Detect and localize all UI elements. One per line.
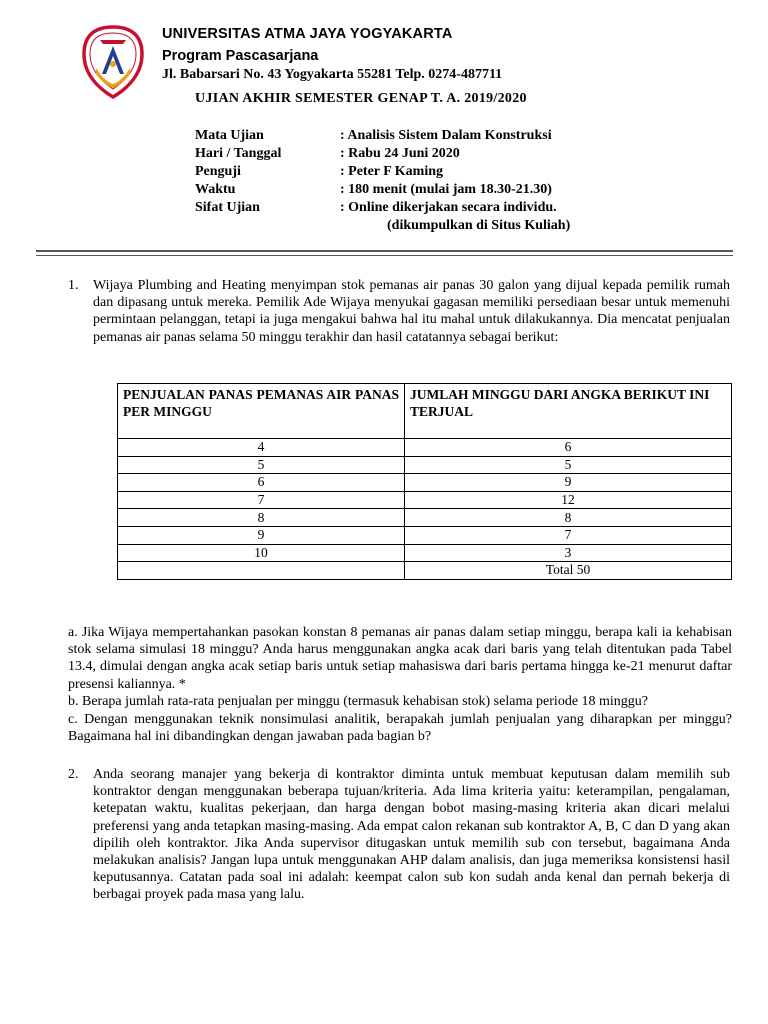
table-cell: 6 <box>405 439 732 457</box>
table-cell: 5 <box>118 456 405 474</box>
question-1a: a. Jika Wijaya mempertahankan pasokan konstan 8 pemanas air panas dalam setiap minggu, berapa kali ia kehabisan stok selama simulasi 18 minggu? Anda harus menggunakan angka acak dari baris yang telah ditentukan pada Tabel 13.4, dimulai dengan angka acak setiap baris untuk setiap mahasiswa dari baris pertama hingga ke-21 menurut daftar presensi kaliannya. * <box>68 625 732 692</box>
table-row <box>118 474 732 492</box>
header-divider-thin <box>36 255 733 256</box>
table-total-row <box>118 562 732 580</box>
university-name: UNIVERSITAS ATMA JAYA YOGYAKARTA <box>162 26 453 42</box>
program-name: Program Pascasarjana <box>162 48 319 64</box>
meta-row <box>195 199 570 217</box>
sales-table <box>117 383 732 580</box>
meta-key: Waktu <box>195 182 236 197</box>
meta-note: (dikumpulkan di Situs Kuliah) <box>387 218 571 233</box>
meta-row <box>195 145 570 163</box>
question-1b: b. Berapa jumlah rata-rata penjualan per minggu (termasuk kehabisan stok) selama periode 18 minggu? <box>68 694 649 709</box>
table-cell: 7 <box>118 491 405 509</box>
table-cell: 5 <box>405 456 732 474</box>
table-row <box>118 509 732 527</box>
table-cell: 3 <box>405 544 732 562</box>
meta-key: Sifat Ujian <box>195 200 260 215</box>
meta-value: : Online dikerjakan secara individu. <box>340 200 557 215</box>
question-number: 2. <box>68 767 79 782</box>
exam-title: UJIAN AKHIR SEMESTER GENAP T. A. 2019/2020 <box>195 91 527 106</box>
table-header-sales: PENJUALAN PANAS PEMANAS AIR PANAS PER MINGGU <box>118 384 405 439</box>
table-row <box>118 526 732 544</box>
meta-value: : 180 menit (mulai jam 18.30-21.30) <box>340 182 552 197</box>
table-cell <box>118 562 405 580</box>
meta-value: : Analisis Sistem Dalam Konstruksi <box>340 128 552 143</box>
table-cell: 6 <box>118 474 405 492</box>
question-text: Anda seorang manajer yang bekerja di kontraktor diminta untuk membuat keputusan dalam memilih sub kontraktor dengan menggunakan beberapa tujuan/kriteria. Ada lima kriteria yaitu: keterampilan, pengalaman, ketepatan waktu, kualitas pekerjaan, dan harga dengan bobot masing-masing kriteria akan dicari melalui preferensi yang anda tetapkan masing-masing. Ada empat calon rekanan sub kontraktor A, B, C dan D yang akan dipilih oleh kontraktor. Jika Anda supervisor ditugaskan untuk memilih sub con tersebut, bagaimana Anda melakukan analisis? Jangan lupa untuk menggunakan AHP dalam analisis, dan juga memeriksa konsistensi hasil keputusannya. Catatan pada soal ini adalah: keempat calon sub kon sudah anda kenal dan pernah bekerja di berbagai proyek pada masa yang lalu. <box>93 767 730 903</box>
table-cell: 4 <box>118 439 405 457</box>
table-row <box>118 456 732 474</box>
address: Jl. Babarsari No. 43 Yogyakarta 55281 Telp. 0274-487711 <box>162 67 503 82</box>
table-header-row <box>118 384 732 439</box>
meta-value: : Rabu 24 Juni 2020 <box>340 146 460 161</box>
table-cell: 8 <box>405 509 732 527</box>
question-text: Wijaya Plumbing and Heating menyimpan stok pemanas air panas 30 galon yang dijual kepada pemilik rumah dan dipasang untuk mereka. Pemilik Ade Wijaya menyukai gagasan memiliki persediaan besar untuk memenuhi permintaan pelanggan, tetapi ia juga mengakui bahwa hal itu mahal untuk dilakukannya. Dia mencatat penjualan pemanas air panas selama 50 minggu terakhir dan hasil catatannya sebagai berikut: <box>93 278 730 345</box>
question-number: 1. <box>68 278 79 293</box>
meta-row <box>195 181 570 199</box>
question-1c: c. Dengan menggunakan teknik nonsimulasi analitik, berapakah jumlah penjualan yang diharapkan per minggu? Bagaimana hal ini dibandingkan dengan jawaban pada bagian b? <box>68 712 732 745</box>
table-row <box>118 491 732 509</box>
meta-value: : Peter F Kaming <box>340 164 444 179</box>
table-cell: 9 <box>118 526 405 544</box>
table-cell: 7 <box>405 526 732 544</box>
table-header-weeks: JUMLAH MINGGU DARI ANGKA BERIKUT INI TERJUAL <box>405 384 732 439</box>
table-row <box>118 439 732 457</box>
header-divider <box>36 250 733 252</box>
table-cell: 12 <box>405 491 732 509</box>
table-row <box>118 544 732 562</box>
university-logo <box>80 24 146 100</box>
meta-key: Hari / Tanggal <box>195 146 282 161</box>
meta-key: Penguji <box>195 164 241 179</box>
meta-key: Mata Ujian <box>195 128 264 143</box>
meta-row <box>195 127 570 145</box>
table-total: Total 50 <box>405 562 732 580</box>
table-cell: 10 <box>118 544 405 562</box>
exam-meta <box>195 127 570 235</box>
table-cell: 8 <box>118 509 405 527</box>
table-cell: 9 <box>405 474 732 492</box>
meta-row <box>195 163 570 181</box>
